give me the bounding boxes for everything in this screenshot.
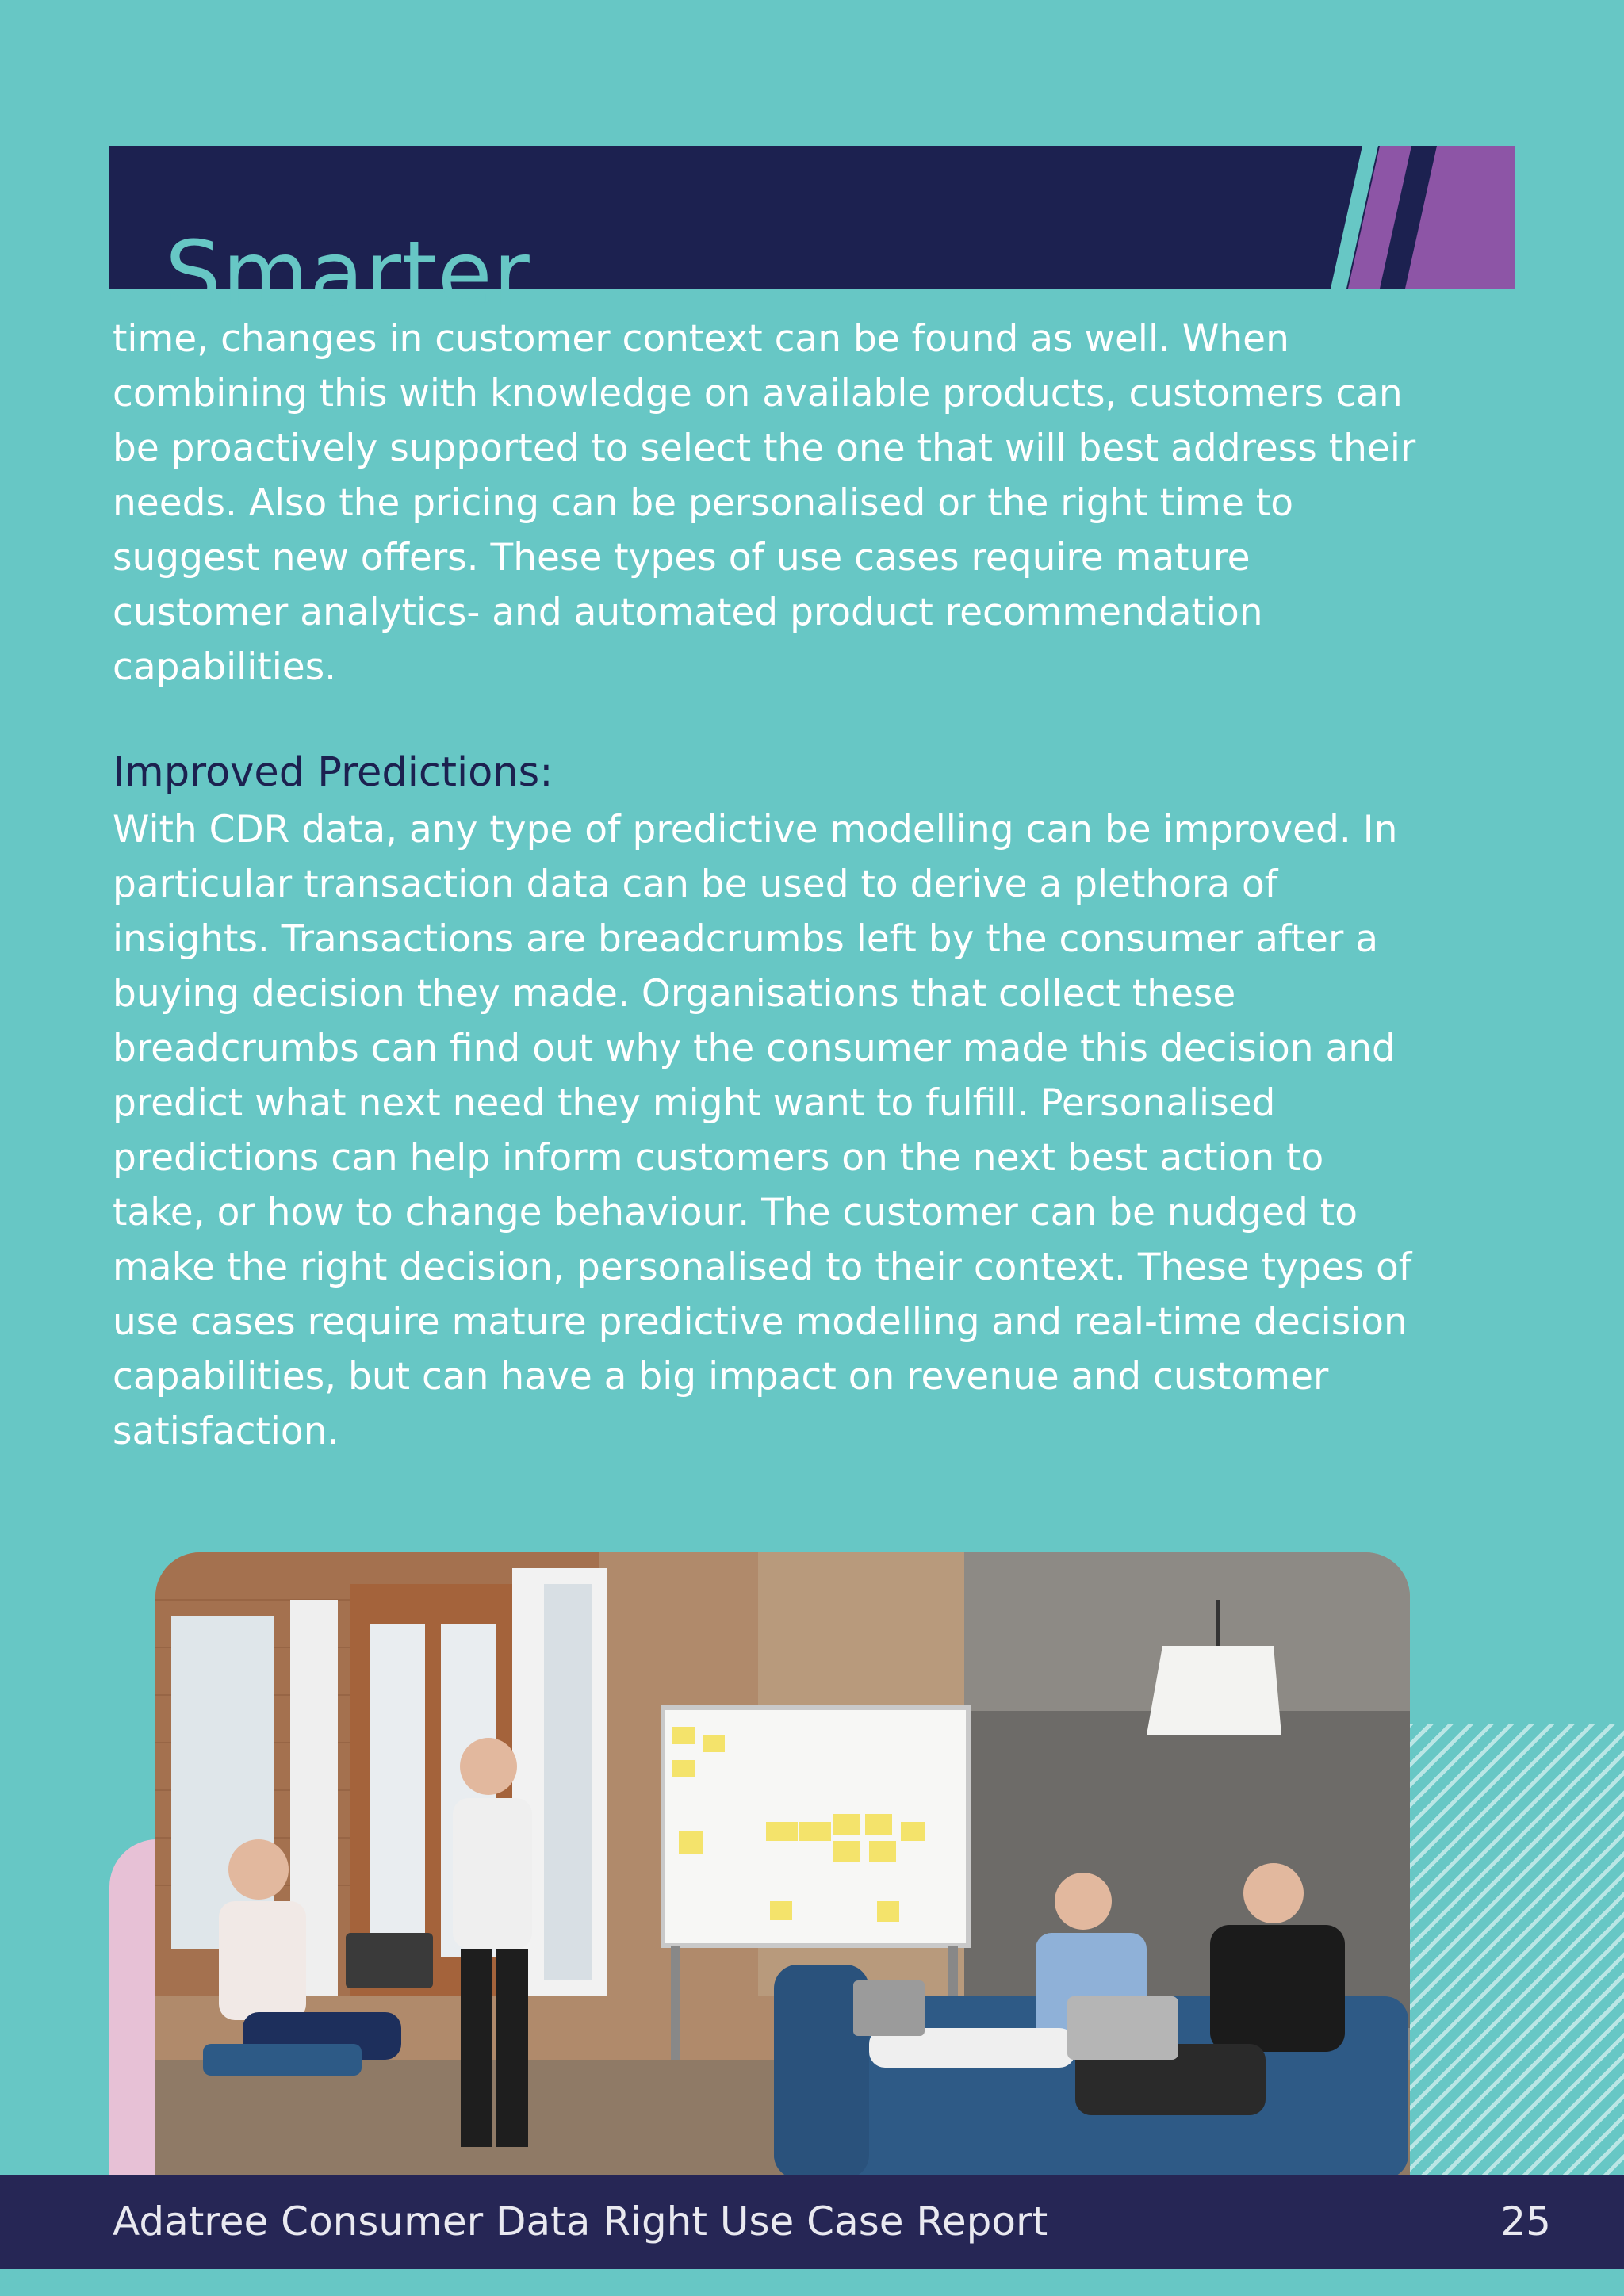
office-meeting-photo	[155, 1552, 1410, 2179]
banner-stripe-purple-wide	[1405, 146, 1515, 289]
page-footer	[0, 2175, 1624, 2269]
header-banner	[109, 146, 1515, 327]
decorative-pink-bar	[109, 1839, 157, 2180]
decorative-hatch-pattern	[1408, 1724, 1624, 2175]
section-title: Smarter	[165, 223, 530, 327]
page-number: 25	[1500, 2198, 1551, 2244]
subheading-improved-predictions: Improved Predictions:	[113, 749, 553, 796]
footer-report-title: Adatree Consumer Data Right Use Case Report	[113, 2198, 1048, 2244]
body-paragraph-context: time, changes in customer context can be found as well. When combining this with knowledge on available products, customers can be proactively supported to select the one that will best address their needs. Also the pricing can be personalised or the right time to suggest new offers. These types of use cases require mature customer analytics- and automated product recommendation capabilities.	[113, 317, 1416, 689]
body-paragraph-predictions: With CDR data, any type of predictive modelling can be improved. In particular transaction data can be used to derive a plethora of insights. Transactions are breadcrumbs left by the consumer after a buying decision they made. Organisations that collect these breadcrumbs can find out why the consumer made this decision and predict what next need they might want to fulfill. Personalised predictions can help inform customers on the next best action to take, or how to change behaviour. The customer can be nudged to make the right decision, personalised to their context. These types of use cases require mature predictive modelling and real-time decision capabilities, but can have a big impact on revenue and customer satisfaction.	[113, 808, 1412, 1453]
